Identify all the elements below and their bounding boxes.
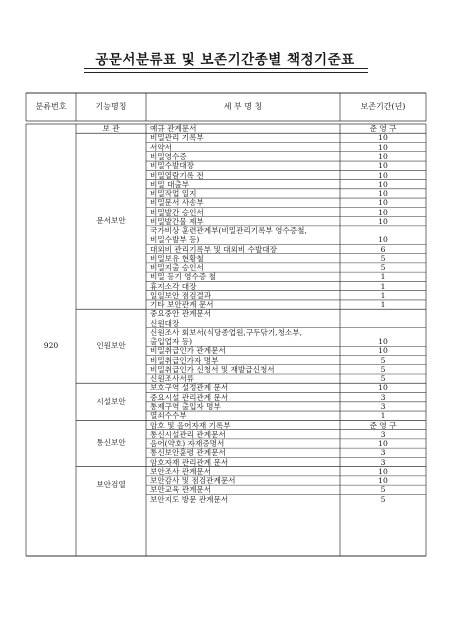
- row-retention-period: 5: [380, 374, 386, 384]
- row-detail-name: 일일보안 점검결과: [150, 290, 212, 300]
- row-retention-period: 10: [378, 383, 388, 393]
- row-retention-period: 3: [380, 429, 386, 439]
- row-detail-name: 비밀보유 현황철: [150, 253, 204, 263]
- row-detail-name: 비밀취급인가자 명부: [150, 355, 219, 365]
- row-retention-period: 10: [378, 235, 388, 245]
- row-detail-name: 기타 보안관계 문서: [150, 300, 214, 310]
- row-detail-name-cont: 출입업자 등): [150, 337, 193, 347]
- row-detail-name: 통신보안훈령 관계문서: [150, 448, 226, 458]
- row-detail-name: 암호 및 음어자재 기록부: [150, 420, 231, 430]
- row-retention-period: 10: [378, 142, 388, 152]
- row-retention-period: 3: [380, 457, 386, 467]
- row-detail-name: 보안교육 관계문서: [150, 485, 212, 495]
- function-label: 보 관: [102, 123, 120, 133]
- row-detail-name: 중요시설 관리관계 문서: [150, 392, 229, 402]
- function-label: 시설보안: [96, 396, 126, 406]
- row-detail-name: 열쇠수수부: [150, 411, 187, 421]
- row-retention-period: 3: [380, 392, 386, 402]
- row-detail-name: 비밀지출 승인서: [150, 263, 204, 273]
- row-retention-period: 1: [380, 300, 386, 310]
- row-detail-name: 비밀영수증: [150, 151, 187, 161]
- row-retention-period: 10: [378, 439, 388, 449]
- row-retention-period: 10: [378, 161, 388, 171]
- row-detail-name: 비밀발간 승인서: [150, 207, 204, 217]
- row-detail-name: 통제구역 출입자 명부: [150, 402, 221, 411]
- function-label: 인원보안: [96, 341, 126, 351]
- row-retention-period: 5: [380, 263, 386, 273]
- row-retention-period: 1: [380, 411, 386, 421]
- title-underline: [84, 68, 368, 69]
- row-detail-name: 비밀작업 일지: [150, 189, 197, 199]
- row-detail-name: 신원조사서류: [150, 374, 195, 384]
- title-underline-double: [84, 72, 368, 73]
- row-detail-name: 비밀문서 사송부: [150, 198, 204, 208]
- row-retention-period: 3: [380, 448, 386, 458]
- row-retention-period: 10: [378, 198, 388, 208]
- row-retention-period: 준 영 구: [369, 420, 397, 430]
- row-detail-name: 서약서: [150, 142, 173, 152]
- header-function: 기능명칭: [95, 102, 127, 111]
- row-retention-period: 10: [378, 207, 388, 217]
- row-detail-name: 비밀 등기 영수증 철: [150, 272, 216, 282]
- row-detail-name-cont: 비밀수발부 등): [150, 235, 200, 245]
- row-retention-period: 1: [380, 272, 386, 282]
- row-retention-period: 5: [380, 355, 386, 365]
- header-detail-name: 세 부 명 칭: [223, 102, 263, 111]
- row-retention-period: 10: [378, 466, 388, 476]
- row-detail-name: 비밀수발대장: [150, 161, 195, 171]
- row-detail-name: 보안감사 및 점검관계문서: [150, 476, 236, 486]
- row-retention-period: 1: [380, 290, 386, 300]
- row-detail-name: 국가비상 훈련관계부(비밀관리기록부 영수증철,: [150, 226, 307, 236]
- row-detail-name: 통신시설관리 관계문서: [150, 429, 226, 439]
- row-detail-name: 보안지도 방문 관계문서: [150, 494, 229, 504]
- row-retention-period: 5: [380, 494, 386, 504]
- row-retention-period: 5: [380, 364, 386, 374]
- row-detail-name: 신원조사 회보서(식당종업원,구두닦기,청소부,: [150, 327, 302, 337]
- row-retention-period: 10: [378, 151, 388, 161]
- row-detail-name: 보호구역 설정관계 문서: [150, 383, 229, 393]
- row-detail-name: 비밀관리 기록부: [150, 133, 204, 143]
- row-detail-name: 비밀취급인가 신청서 및 재발급신청서: [150, 364, 275, 374]
- row-detail-name: 암호자재 관리관계 문서: [150, 457, 229, 467]
- row-detail-name: 휴지소각 대장: [150, 281, 197, 291]
- row-retention-period: 10: [378, 133, 388, 143]
- row-retention-period: 10: [378, 179, 388, 189]
- row-retention-period: 10: [378, 476, 388, 486]
- row-detail-name: 보안조사 관계문서: [150, 466, 212, 476]
- function-label: 문서보안: [96, 216, 126, 226]
- row-detail-name: 예규 관계문서: [150, 124, 197, 134]
- row-detail-name-cont: 신원대장: [150, 318, 180, 328]
- row-retention-period: 10: [378, 346, 388, 356]
- row-detail-name: 비밀열람기록 전: [150, 170, 204, 180]
- row-detail-name: 비밀발간물 제부: [150, 216, 204, 226]
- row-retention-period: 10: [378, 189, 388, 199]
- row-retention-period: 5: [380, 485, 386, 495]
- row-retention-period: 10: [378, 216, 388, 226]
- row-retention-period: 5: [380, 253, 386, 263]
- row-retention-period: 10: [378, 337, 388, 347]
- row-detail-name: 비밀취급인가 관계문서: [150, 346, 226, 356]
- row-retention-period: 1: [380, 281, 386, 291]
- function-label: 보안검열: [96, 480, 126, 490]
- row-detail-name: 음어(약호) 자재증명서: [150, 439, 225, 449]
- row-retention-period: 3: [380, 402, 386, 411]
- row-detail-name: 비밀 대출부: [150, 179, 190, 189]
- header-retention-period: 보존기간(년): [360, 102, 406, 111]
- row-retention-period: 10: [378, 170, 388, 180]
- row-detail-name: 중요중안 관계문서: [150, 309, 212, 319]
- function-label: 통신보안: [96, 438, 126, 448]
- row-retention-period: 준 영 구: [369, 124, 397, 134]
- classification-code: 920: [43, 341, 59, 350]
- row-retention-period: 6: [380, 244, 386, 254]
- header-code: 분류번호: [35, 102, 67, 111]
- document-title: 공문서분류표 및 보존기간종별 책정기준표: [95, 52, 355, 68]
- row-detail-name: 대외비 관리기록부 및 대외비 수발대장: [150, 244, 278, 254]
